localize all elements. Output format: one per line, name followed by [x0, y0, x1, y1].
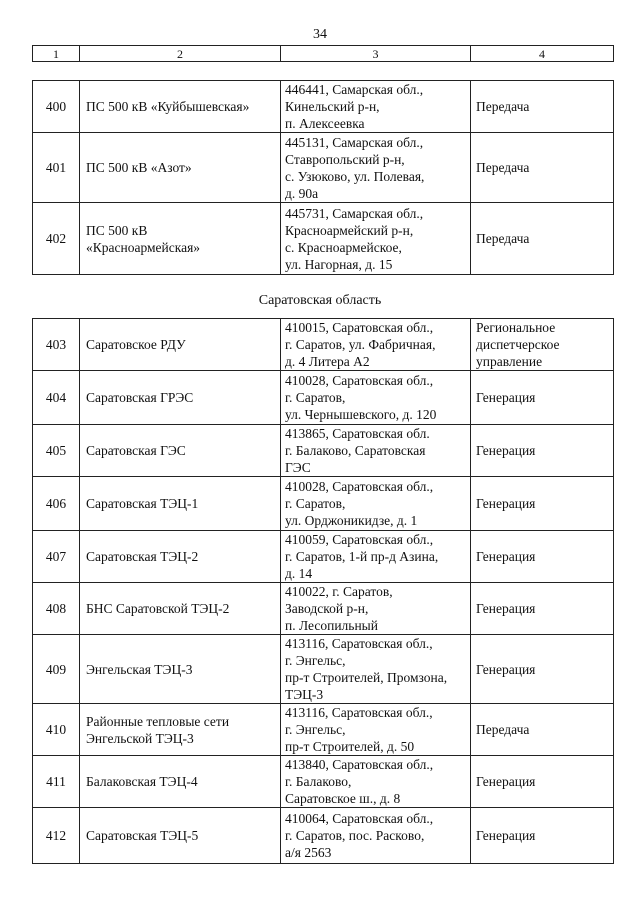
object-type-cell	[471, 203, 614, 275]
object-name-cell	[80, 531, 281, 583]
object-address-line: г. Саратов,	[285, 496, 346, 511]
object-address-line: 446441, Самарская обл.,	[285, 82, 424, 97]
table-row	[33, 477, 614, 531]
object-name-line: Саратовская ТЭЦ-2	[86, 549, 199, 564]
object-type-line: управление	[476, 354, 543, 369]
object-address-line: Красноармейский р-н,	[285, 222, 414, 238]
row-number: 400	[33, 81, 80, 133]
object-name-cell	[80, 635, 281, 704]
object-address-line: 445131, Самарская обл.,	[285, 134, 424, 150]
page-number: 34	[313, 27, 327, 42]
column-header: 1	[33, 46, 80, 62]
object-type-cell	[471, 133, 614, 203]
row-number: 411	[33, 756, 80, 808]
row-number: 402	[33, 203, 80, 275]
object-type-line: Региональное	[476, 320, 556, 335]
object-type-cell	[471, 371, 614, 425]
object-address-cell	[281, 808, 471, 864]
object-name-line: Саратовская ГРЭС	[86, 390, 194, 405]
object-address-cell	[281, 133, 471, 203]
table-row	[33, 531, 614, 583]
object-address-line: ГЭС	[285, 460, 311, 475]
object-name-line: Саратовская ТЭЦ-1	[86, 496, 199, 511]
object-address-cell	[281, 319, 471, 371]
object-address-line: ул. Нагорная, д. 15	[285, 256, 393, 272]
row-number: 406	[33, 477, 80, 531]
object-address-line: 413116, Саратовская обл.,	[285, 636, 433, 651]
object-name-cell	[80, 81, 281, 133]
object-name-line: Саратовская ТЭЦ-5	[86, 828, 199, 843]
object-address-line: Кинельский р-н,	[285, 99, 380, 114]
object-type-line: Передача	[476, 160, 530, 175]
object-name-cell	[80, 704, 281, 756]
object-address-line: 410028, Саратовская обл.,	[285, 479, 434, 494]
object-address-line: д. 14	[285, 566, 313, 581]
object-address-line: 410064, Саратовская обл.,	[285, 811, 434, 826]
saratov-objects-table	[32, 318, 614, 864]
table-row	[33, 704, 614, 756]
table-row	[33, 371, 614, 425]
object-address-line: 413865, Саратовская обл.	[285, 426, 430, 441]
object-type-cell	[471, 531, 614, 583]
table-row	[33, 81, 614, 133]
object-name-cell	[80, 477, 281, 531]
object-address-line: 413116, Саратовская обл.,	[285, 705, 433, 720]
object-type-line: Генерация	[476, 443, 536, 458]
object-name-cell	[80, 808, 281, 864]
object-type-line: Генерация	[476, 774, 536, 789]
object-type-line: Передача	[476, 99, 530, 114]
object-type-cell	[471, 477, 614, 531]
row-number: 412	[33, 808, 80, 864]
object-address-line: г. Балаково,	[285, 774, 352, 789]
object-address-cell	[281, 635, 471, 704]
object-type-cell	[471, 808, 614, 864]
object-type-line: Передача	[476, 231, 530, 246]
object-address-line: ТЭЦ-3	[285, 687, 324, 702]
table-row	[33, 808, 614, 864]
object-address-line: д. 90а	[285, 185, 319, 201]
object-address-line: 410022, г. Саратов,	[285, 584, 393, 599]
column-header: 3	[281, 46, 471, 62]
object-address-line: Саратовское ш., д. 8	[285, 791, 401, 806]
object-name-line: ПС 500 кВ «Азот»	[86, 160, 192, 175]
section-title: Саратовская область	[258, 293, 382, 308]
object-type-cell	[471, 756, 614, 808]
object-type-line: Генерация	[476, 390, 536, 405]
object-type-cell	[471, 583, 614, 635]
object-name-line: Энгельская ТЭЦ-3	[86, 661, 193, 677]
object-address-line: 445731, Самарская обл.,	[285, 205, 424, 221]
object-type-line: Генерация	[476, 828, 536, 843]
object-address-line: г. Саратов, пос. Расково,	[285, 828, 425, 843]
column-header-table	[32, 45, 614, 62]
object-address-line: пр-т Строителей, д. 50	[285, 739, 415, 754]
object-address-line: г. Энгельс,	[285, 722, 346, 737]
object-address-line: г. Балаково, Саратовская	[285, 443, 426, 458]
table-row	[33, 425, 614, 477]
object-name-cell	[80, 203, 281, 275]
object-name-cell	[80, 583, 281, 635]
row-number: 407	[33, 531, 80, 583]
row-number: 409	[33, 635, 80, 704]
object-name-cell	[80, 371, 281, 425]
object-name-cell	[80, 425, 281, 477]
object-type-line: Генерация	[476, 549, 536, 564]
object-name-line: Районные тепловые сети	[86, 713, 230, 729]
object-type-cell	[471, 635, 614, 704]
object-name-line: Балаковская ТЭЦ-4	[86, 774, 198, 789]
object-address-line: 410028, Саратовская обл.,	[285, 373, 434, 388]
object-address-cell	[281, 531, 471, 583]
object-name-cell	[80, 133, 281, 203]
object-name-line: Саратовское РДУ	[86, 337, 186, 352]
object-name-line: БНС Саратовской ТЭЦ-2	[86, 601, 230, 616]
object-type-line: Генерация	[476, 496, 536, 511]
column-header: 4	[471, 46, 614, 62]
column-header: 2	[80, 46, 281, 62]
column-header-row	[33, 46, 614, 62]
object-address-line: г. Саратов,	[285, 390, 346, 405]
object-type-line: Передача	[476, 722, 530, 737]
table-row	[33, 319, 614, 371]
object-address-line: а/я 2563	[285, 845, 332, 860]
object-type-cell	[471, 81, 614, 133]
table-row	[33, 133, 614, 203]
object-name-line: Саратовская ГЭС	[86, 443, 186, 458]
object-address-line: п. Лесопильный	[285, 618, 378, 633]
object-address-line: с. Узюково, ул. Полевая,	[285, 168, 425, 184]
object-name-line: Энгельской ТЭЦ-3	[86, 730, 194, 746]
object-address-cell	[281, 477, 471, 531]
object-address-line: г. Энгельс,	[285, 653, 346, 668]
object-type-line: Генерация	[476, 601, 536, 616]
object-type-cell	[471, 704, 614, 756]
object-type-cell	[471, 425, 614, 477]
object-address-cell	[281, 583, 471, 635]
object-address-line: Заводской р-н,	[285, 601, 369, 616]
object-address-line: пр-т Строителей, Промзона,	[285, 670, 448, 685]
object-address-cell	[281, 704, 471, 756]
object-address-line: г. Саратов, 1-й пр-д Азина,	[285, 549, 439, 564]
object-address-line: 410059, Саратовская обл.,	[285, 532, 434, 547]
object-address-line: ул. Орджоникидзе, д. 1	[285, 513, 418, 528]
table-row	[33, 756, 614, 808]
object-address-cell	[281, 756, 471, 808]
object-address-line: с. Красноармейское,	[285, 239, 402, 255]
row-number: 401	[33, 133, 80, 203]
object-address-cell	[281, 81, 471, 133]
row-number: 404	[33, 371, 80, 425]
row-number: 405	[33, 425, 80, 477]
table-row	[33, 635, 614, 704]
object-type-line: диспетчерское	[476, 337, 560, 352]
table-row	[33, 203, 614, 275]
table-row	[33, 583, 614, 635]
object-address-line: Ставропольский р-н,	[285, 151, 405, 167]
samara-objects-table	[32, 80, 614, 275]
object-address-cell	[281, 371, 471, 425]
object-type-line: Генерация	[476, 661, 536, 677]
object-address-line: д. 4 Литера А2	[285, 354, 370, 369]
row-number: 403	[33, 319, 80, 371]
object-name-cell	[80, 319, 281, 371]
object-address-line: ул. Чернышевского, д. 120	[285, 407, 437, 422]
object-name-line: ПС 500 кВ	[86, 222, 148, 238]
row-number: 410	[33, 704, 80, 756]
object-address-line: 410015, Саратовская обл.,	[285, 320, 434, 335]
row-number: 408	[33, 583, 80, 635]
object-address-line: п. Алексеевка	[285, 116, 365, 131]
object-address-cell	[281, 203, 471, 275]
object-name-cell	[80, 756, 281, 808]
object-type-cell	[471, 319, 614, 371]
object-address-line: г. Саратов, ул. Фабричная,	[285, 337, 436, 352]
object-address-line: 413840, Саратовская обл.,	[285, 757, 434, 772]
object-name-line: «Красноармейская»	[86, 239, 201, 255]
object-name-line: ПС 500 кВ «Куйбышевская»	[86, 99, 250, 114]
object-address-cell	[281, 425, 471, 477]
